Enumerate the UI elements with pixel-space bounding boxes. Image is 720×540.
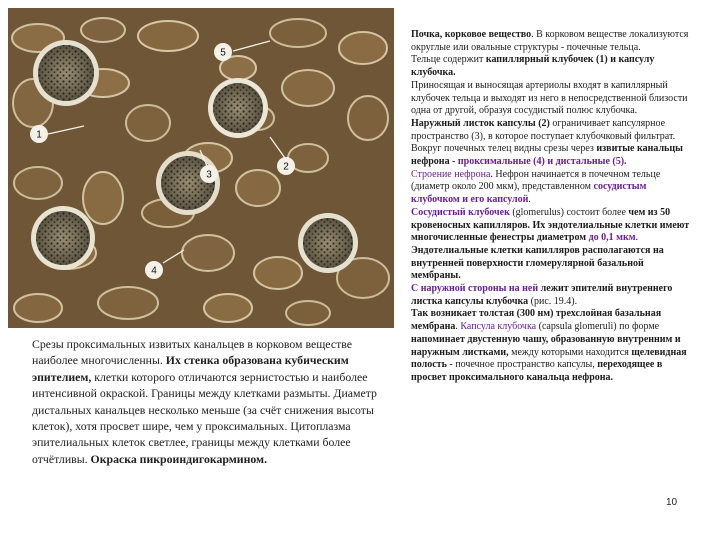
term-fenestra-size: до 0,1 мкм [588, 232, 636, 244]
paragraph-text: ограничивает капсулярное пространство (3), в которое поступает клубочковый фильтрат. Вокруг почечных телец видны срезы через [411, 117, 676, 155]
term-glomerulus: Сосудистый клубочек [411, 206, 510, 218]
paragraph-text: . Нефрон начинается в почечном тельце (диаметр около 200 мкм), представленном [411, 168, 661, 193]
paragraph-text-bold: лежит эпителий внутреннего листка капсулы клубочка [411, 283, 673, 307]
figure-label-5 [214, 43, 232, 61]
term-nephron-structure: Строение нефрона [411, 168, 491, 180]
caption-text: клетки которого отличаются зернистостью и наиболее интенсивной окраской. Границы между клетками размыты. Диаметр дистальных канальцев несколько меньше (за счёт снижения высоты клеток), хотя просвет шире, чем у проксимальных. Цитоплазма эпителиальных клеток светлее, границы между клетками более отчётливы. [32, 369, 377, 466]
term-proximal-distal: проксимальные (4) и дистальные (5). [457, 156, 627, 168]
figure-caption [32, 336, 382, 467]
paragraph-capsule-outer [411, 118, 691, 169]
caption-emphasis-stain: Окраска пикроиндигокармином. [90, 451, 268, 466]
term-outer-layer: Наружный листок капсулы (2) [411, 117, 550, 129]
term-vascular-glomerulus: сосудистым клубочком и его капсулой [411, 181, 647, 206]
paragraph-text-bold: Так возникает толстая (300 нм) трехслойная базальная мембрана [411, 308, 662, 333]
svg-text:2: 2 [283, 161, 289, 173]
paragraph-endothelium: Эндотелиальные клетки капилляров располагаются на внутренней поверхности гломерулярной базальной мембраны. [411, 244, 664, 282]
paragraph-basement-membrane [411, 308, 691, 384]
caption-emphasis-epithelium: Их стенка образована кубическим эпителием, [32, 353, 349, 384]
paragraph-text: (glomerulus) состоит более [509, 206, 629, 218]
description-column [411, 29, 691, 385]
svg-text:5: 5 [220, 47, 226, 59]
svg-text:4: 4 [151, 265, 157, 277]
micrograph-image [8, 8, 394, 328]
figure-label-3 [200, 165, 218, 183]
paragraph-text: . [455, 321, 461, 333]
paragraph-nephron [411, 169, 691, 207]
figure-reference: (рис. 19.4). [528, 295, 578, 307]
term-capsule: Капсула клубочка [460, 321, 537, 333]
term-tubules: извитые канальцы нефрона - [411, 143, 683, 168]
term-kidney-cortex: Почка, корковое вещество [411, 29, 532, 40]
paragraph-text: Тельце содержит [411, 54, 486, 66]
paragraph-text: (capsula glomeruli) по форме [536, 321, 660, 333]
paragraph-intro [411, 29, 691, 54]
paragraph-glomerulus [411, 207, 691, 245]
paragraph-text: . [528, 194, 531, 206]
term-outer-side: С наружной стороны на ней [411, 283, 539, 295]
paragraph-text-bold: переходящее в просвет проксимального канальца нефрона. [411, 359, 663, 383]
paragraph-text-bold: напоминает двустенную чашу, образованную внутренним и наружным листками, [411, 333, 681, 358]
paragraph-text: - почечное пространство капсулы, [446, 359, 598, 371]
figure-label-1 [30, 125, 48, 143]
term-slit-cavity: щелевидная полость [411, 346, 687, 371]
caption-text: Срезы проксимальных извитых канальцев в корковом веществе наиболее многочисленны. [32, 337, 352, 368]
paragraph-text: между которыми находится [508, 346, 632, 358]
paragraph-text: . В корковом веществе локализуются округлые или овальные структуры - почечные тельца. [411, 29, 689, 53]
svg-text:3: 3 [206, 169, 212, 181]
paragraph-body [411, 54, 691, 79]
figure-label-4 [145, 261, 163, 279]
paragraph-text: . [635, 232, 639, 244]
page-number: 10 [666, 497, 678, 508]
paragraph-arterioles: Приносящая и выносящая артериолы входят в капиллярный клубочек тельца и выходят из него в непосредственной близости одна от другой, образуя сосудистый полюс клубочка. [411, 79, 688, 117]
term-capillary-glomerulus: капиллярный клубочек (1) и капсулу клубочка. [411, 54, 655, 79]
figure-label-2 [277, 157, 295, 175]
paragraph-text-bold: чем из 50 кровеносных капилляров. Их эндотелиальные клетки имеют многочисленные фенестры диаметром [411, 206, 690, 244]
paragraph-epithelium [411, 283, 691, 308]
svg-text:1: 1 [36, 129, 42, 141]
